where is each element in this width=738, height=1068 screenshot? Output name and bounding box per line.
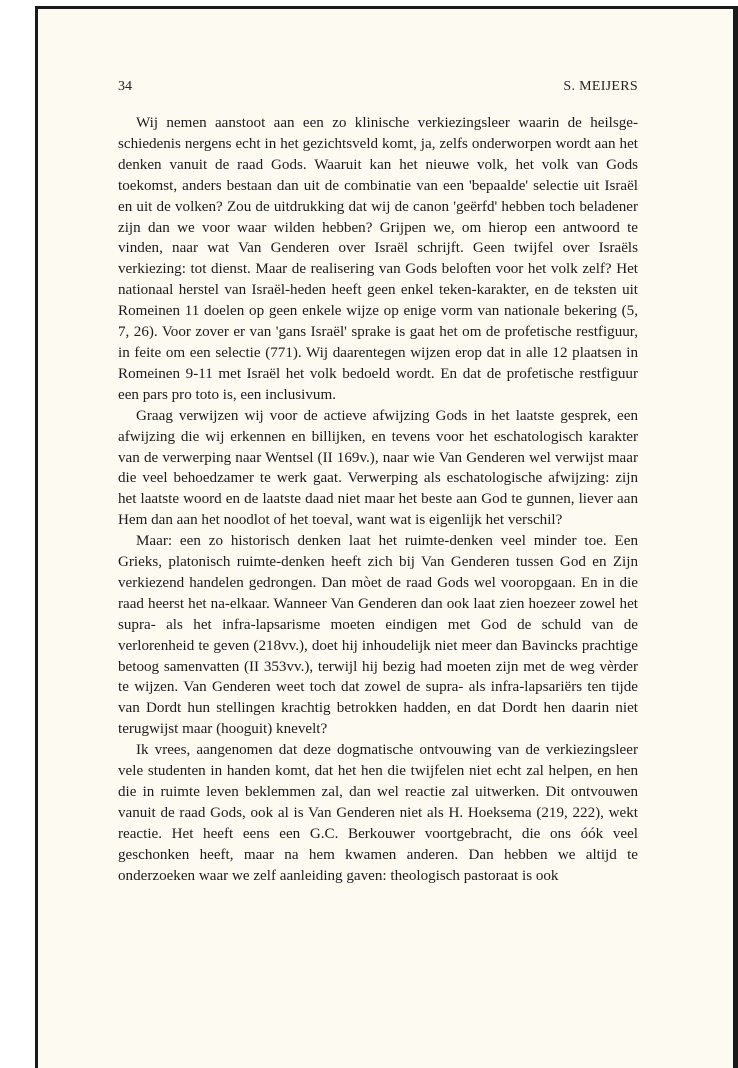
paragraph-2: Graag verwijzen wij voor de actieve afwijzing Gods in het laatste gesprek, een afwijzing die wij erkennen en billijken, en tevens voor het eschatologisch karakter van de verwerping naar Wentsel (II 169v.), naar wie Van Genderen wel verwijst maar die veel behoedzamer te werk gaat. Verwerping als eschatologische afwijzing: zijn het laatste woord en de laatste daad niet maar het beste aan God te gunnen, liever aan Hem dan aan het noodlot of het toeval, want wat is eigenlijk het verschil? xyxy=(118,407,638,529)
scan-border-right xyxy=(733,6,738,1068)
running-head-author: S. MEIJERS xyxy=(563,79,638,94)
paragraph-4: Ik vrees, aangenomen dat deze dogmatische ontvouwing van de verkiezingsleer vele studenten in handen komt, dat het hen die twijfelen niet echt zal helpen, en hen die in ruimte leven beklemmen zal, dan wel reactie zal uitwerken. Dit ontvouwen vanuit de raad Gods, ook al is Van Genderen niet als H. Hoeksema (219, 222), wekt reactie. Het heeft eens een G.C. Berkouwer voortgebracht, die ons óók veel geschonken heeft, maar na hem kwamen anderen. Dan hebben we altijd te onderzoeken waar we zelf aanleiding gaven: theologisch pastoraat is ook xyxy=(118,742,638,884)
paragraph-3: Maar: een zo historisch denken laat het ruimte-denken veel minder toe. Een Grieks, platonisch ruimte-denken heeft zich bij Van Genderen tussen God en Zijn verkiezend handelen gedrongen. Dan mòet de raad Gods wel vooropgaan. En in die raad heerst het na-elkaar. Wanneer Van Genderen dan ook laat zien hoezeer zowel het supra- als het infra-lapsarisme moeten eindigen met God de schuld van de verlorenheid te geven (218vv.), doet hij inhoudelijk niet meer dan Bavincks prachtige betoog samenvatten (II 353vv.), terwijl hij bezig had moeten zijn met de weg vèrder te wijzen. Van Genderen weet toch dat zowel de supra- als infra-lapsariërs ten tijde van Dordt hun stellingen krachtig betrokken hadden, en dat Dordt hen daarin niet terugwijst maar (hooguit) knevelt? xyxy=(118,533,638,738)
page-header xyxy=(118,79,638,99)
body-text xyxy=(118,113,638,887)
page-number: 34 xyxy=(118,79,132,94)
paragraph-1: Wij nemen aanstoot aan een zo klinische verkiezingsleer waarin de heilsgeschiedenis nergens echt in het gezichtsveld komt, ja, zelfs onderworpen wordt aan het denken vanuit de raad Gods. Waaruit kan het nieuwe volk, het volk van Gods toekomst, anders bestaan dan uit de combinatie van een 'bepaalde' selectie uit Israël en uit de volken? Zou de uitdrukking dat wij de canon 'geërfd' hebben toch beladener zijn dan we voor waar wilden hebben? Grijpen we, om hierop een antwoord te vinden, naar wat Van Genderen over Israël schrijft. Geen twijfel over Israëls verkiezing: tot dienst. Maar de realisering van Gods beloften voor het volk zelf? Het nationaal herstel van Israël-heden heeft geen enkel teken-karakter, en de teksten uit Romeinen 11 doelen op geen enkele wijze op enige vorm van nationale bekering (5, 7, 26). Voor zover er van 'gans Israël' sprake is gaat het om de profetische restfiguur, in feite om een selectie (771). Wij daarentegen wijzen erop dat in alle 12 plaatsen in Romeinen 9-11 met Israël het volk bedoeld wordt. En dat de profetische restfiguur een pars pro toto is, een inclusivum. xyxy=(118,115,638,403)
